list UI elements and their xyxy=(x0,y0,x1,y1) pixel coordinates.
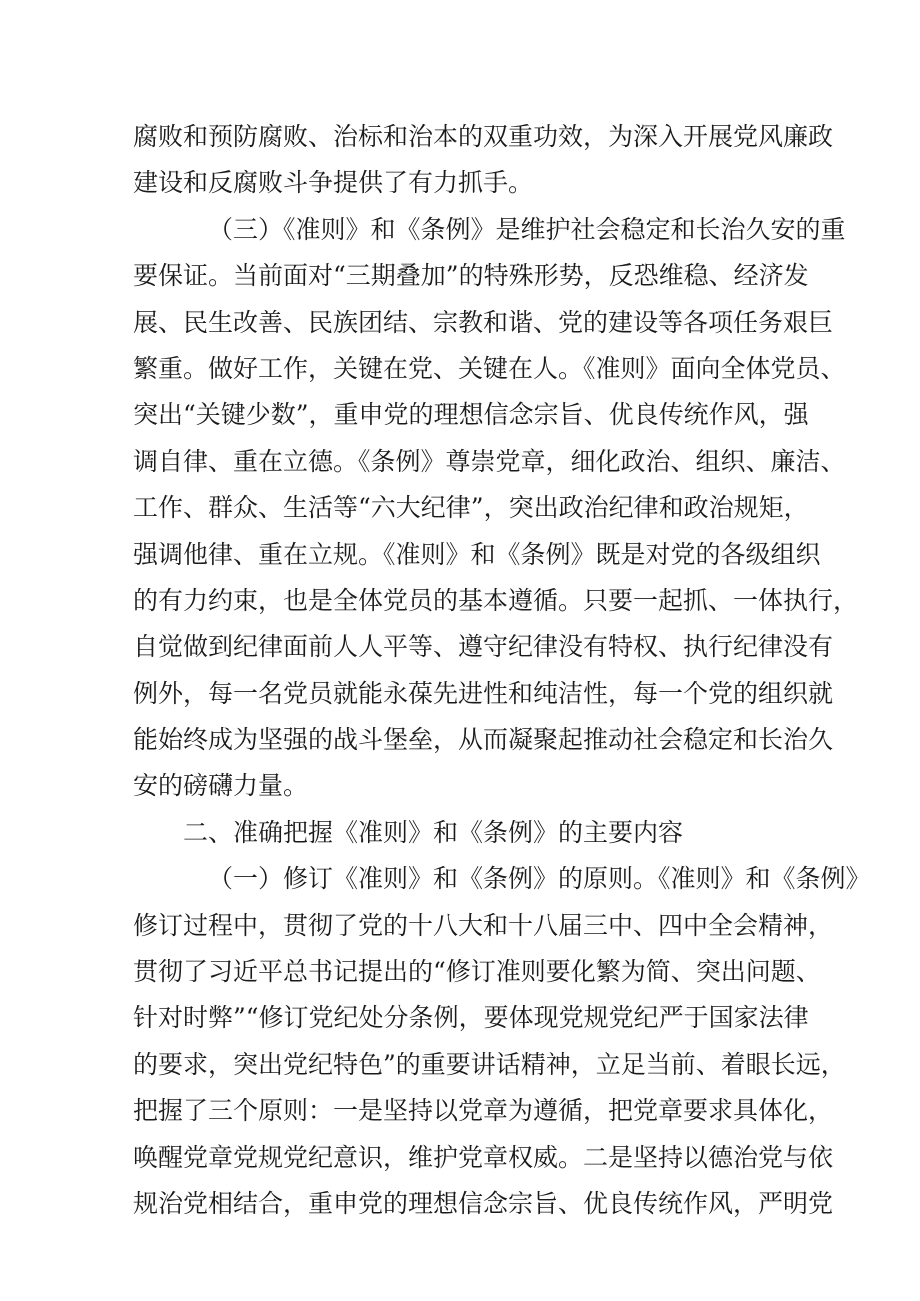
paragraph-line: （三）《准则》和《条例》是维护社会稳定和长治久安的重 xyxy=(208,214,846,244)
paragraph-line: 强调他律、重在立规。《准则》和《条例》既是对党的各级组织 xyxy=(133,539,821,569)
paragraph-line: 工作、群众、生活等“六大纪律”，突出政治纪律和政治规矩， xyxy=(133,493,809,523)
paragraph-line: 唤醒党章党规党纪意识，维护党章权威。二是坚持以德治党与依 xyxy=(133,1142,834,1172)
paragraph-line: 规治党相结合，重申党的理想信念宗旨、优良传统作风，严明党 xyxy=(133,1188,834,1218)
paragraph-line: 自觉做到纪律面前人人平等、遵守纪律没有特权、执行纪律没有 xyxy=(133,632,834,662)
paragraph-line: 的有力约束，也是全体党员的基本遵循。只要一起抓、一体执行， xyxy=(133,585,859,615)
paragraph-line: 要保证。当前面对“三期叠加”的特殊形势，反恐维稳、经济发 xyxy=(133,261,809,291)
paragraph-line: 腐败和预防腐败、治标和治本的双重功效，为深入开展党风廉政 xyxy=(133,122,834,151)
section-heading: 二、准确把握《准则》和《条例》的主要内容 xyxy=(183,817,684,847)
paragraph-line: 把握了三个原则：一是坚持以党章为遵循，把党章要求具体化， xyxy=(133,1096,834,1126)
paragraph-line: 安的磅礴力量。 xyxy=(133,771,309,801)
paragraph-line: 修订过程中，贯彻了党的十八大和十八届三中、四中全会精神， xyxy=(133,910,834,940)
paragraph-line: 展、民生改善、民族团结、宗教和谐、党的建设等各项任务艰巨 xyxy=(133,307,834,337)
paragraph-line: 的要求，突出党纪特色”的重要讲话精神，立足当前、着眼长远， xyxy=(133,1049,846,1079)
paragraph-line: 突出“关键少数”，重申党的理想信念宗旨、优良传统作风，强 xyxy=(133,400,809,430)
document-body xyxy=(133,114,871,1227)
paragraph-line: 贯彻了习近平总书记提出的“修订准则要化繁为简、突出问题、 xyxy=(133,957,821,987)
paragraph-line: 繁重。做好工作，关键在党、关键在人。《准则》面向全体党员、 xyxy=(133,353,846,383)
paragraph-line: 针对时弊”“修订党纪处分条例，要体现党规党纪严于国家法律 xyxy=(133,1003,809,1033)
paragraph-line: 建设和反腐败斗争提供了有力抓手。 xyxy=(133,168,534,198)
paragraph-line: （一）修订《准则》和《条例》的原则。《准则》和《条例》 xyxy=(208,864,871,894)
paragraph-line: 能始终成为坚强的战斗堡垒，从而凝聚起推动社会稳定和长治久 xyxy=(133,725,834,755)
paragraph-line: 例外，每一名党员就能永葆先进性和纯洁性，每一个党的组织就 xyxy=(133,678,834,708)
paragraph-line: 调自律、重在立德。《条例》尊崇党章，细化政治、组织、廉洁、 xyxy=(133,446,846,476)
